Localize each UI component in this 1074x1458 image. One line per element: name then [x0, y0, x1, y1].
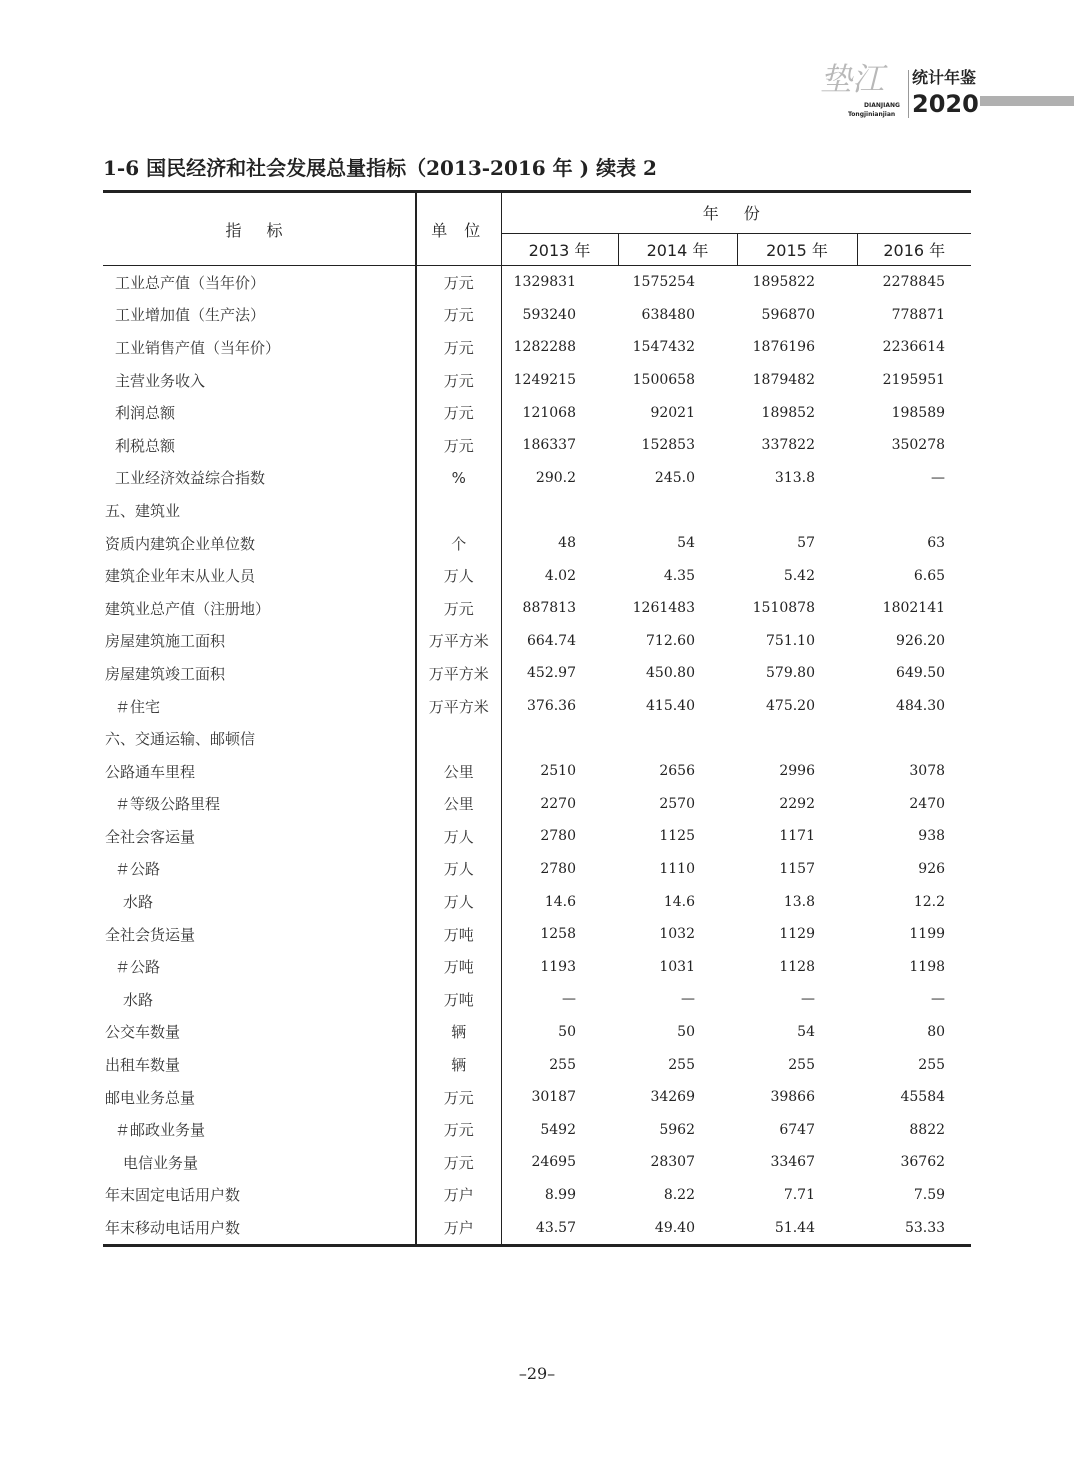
row-value: 8.22 [663, 1186, 695, 1203]
row-label: 电信业务量 [103, 1146, 416, 1179]
row-value: 1110 [659, 860, 695, 877]
row-value: 778871 [891, 306, 946, 323]
row-value: 1282288 [513, 339, 576, 356]
row-value: 8.99 [544, 1186, 576, 1203]
row-value: 53.33 [904, 1219, 946, 1236]
row-unit: 万元 [416, 396, 501, 429]
row-value: 24695 [531, 1154, 576, 1171]
row-label: 年末移动电话用户数 [103, 1211, 416, 1245]
table-row [103, 820, 971, 853]
table-row [103, 331, 971, 364]
row-unit: 万元 [416, 331, 501, 364]
row-value: 1198 [909, 958, 946, 975]
row-unit: 万元 [416, 364, 501, 397]
row-unit: 万元 [416, 299, 501, 332]
row-value: 1157 [779, 860, 815, 877]
row-value: 14.6 [663, 893, 695, 910]
row-label: 工业总产值（当年价） [103, 266, 416, 299]
row-value: 2780 [540, 828, 576, 845]
row-value: 13.8 [783, 893, 815, 910]
row-value: 1128 [779, 958, 815, 975]
row-unit [416, 494, 501, 527]
table-row [103, 364, 971, 397]
row-value: 198589 [891, 404, 946, 421]
row-value: 245.0 [654, 469, 695, 486]
row-value: 313.8 [774, 469, 815, 486]
row-unit: 辆 [416, 1016, 501, 1049]
row-value: 2996 [779, 763, 815, 780]
yearbook-logo [820, 60, 980, 124]
row-unit: 万平方米 [416, 690, 501, 723]
table-row [103, 755, 971, 788]
row-value: 938 [918, 828, 946, 845]
table-row [103, 1113, 971, 1146]
row-label: 邮电业务总量 [103, 1081, 416, 1114]
row-unit: 万人 [416, 820, 501, 853]
row-value: 1329831 [513, 274, 576, 291]
row-value: 2195951 [882, 372, 946, 389]
table-row [103, 885, 971, 918]
row-label: 资质内建筑企业单位数 [103, 527, 416, 560]
row-value: 7.59 [913, 1186, 946, 1203]
row-value: 1249215 [513, 372, 576, 389]
row-value: 54 [797, 1023, 815, 1040]
row-value [737, 494, 857, 527]
row-unit: 万平方米 [416, 625, 501, 658]
row-unit: 万人 [416, 853, 501, 886]
row-value: 255 [668, 1056, 695, 1073]
row-unit: 万户 [416, 1211, 501, 1245]
row-value: 450.80 [646, 665, 695, 682]
row-unit: 万吨 [416, 950, 501, 983]
row-value: 2780 [540, 860, 576, 877]
row-label: 公路通车里程 [103, 755, 416, 788]
table-title: 1-6 国民经济和社会发展总量指标（2013-2016 年 ) 续表 2 [103, 156, 657, 180]
row-value: — [931, 469, 946, 486]
header-year: 2016 年 [857, 233, 971, 265]
table-row [103, 559, 971, 592]
row-value: 14.6 [544, 893, 576, 910]
row-value: 49.40 [654, 1219, 695, 1236]
table-row [103, 657, 971, 690]
row-unit: 万人 [416, 559, 501, 592]
row-value: 1129 [779, 926, 815, 943]
row-value: 2470 [909, 795, 946, 812]
row-label: 公交车数量 [103, 1016, 416, 1049]
row-label: 全社会货运量 [103, 918, 416, 951]
table-row [103, 625, 971, 658]
row-value: 12.2 [913, 893, 946, 910]
row-value: 1261483 [632, 600, 695, 617]
row-label: 房屋建筑施工面积 [103, 625, 416, 658]
row-label: 年末固定电话用户数 [103, 1179, 416, 1212]
row-label: 水路 [103, 885, 416, 918]
table-row [103, 1016, 971, 1049]
row-value: 1500658 [632, 372, 695, 389]
header-unit: 单 位 [416, 192, 501, 266]
row-value: 1171 [779, 828, 815, 845]
row-value: 36762 [900, 1154, 946, 1171]
row-value [857, 722, 971, 755]
row-unit [416, 722, 501, 755]
row-value: 54 [677, 535, 695, 552]
row-value: 1258 [540, 926, 576, 943]
row-value: 255 [918, 1056, 946, 1073]
row-value: 39866 [770, 1089, 815, 1106]
row-label: 工业增加值（生产法） [103, 299, 416, 332]
row-label: 建筑业总产值（注册地） [103, 592, 416, 625]
row-value: 43.57 [535, 1219, 576, 1236]
row-value: 638480 [641, 306, 695, 323]
logo-pinyin-subtitle: Tongjinianjian [848, 111, 896, 118]
row-value: 337822 [761, 437, 815, 454]
indicator-table [103, 190, 971, 1247]
row-value: 452.97 [527, 665, 576, 682]
row-unit: 万元 [416, 592, 501, 625]
row-value: 1510878 [752, 600, 815, 617]
page-number: –29– [518, 1364, 556, 1383]
row-value: 579.80 [766, 665, 815, 682]
table-row [103, 853, 971, 886]
row-value: 1032 [659, 926, 695, 943]
row-value: 751.10 [766, 632, 815, 649]
row-value: 30187 [531, 1089, 576, 1106]
row-value: 80 [927, 1023, 946, 1040]
table-row [103, 722, 971, 755]
row-value: 1802141 [882, 600, 946, 617]
row-unit: 万元 [416, 429, 501, 462]
row-value: 28307 [650, 1154, 695, 1171]
table-row [103, 527, 971, 560]
row-value: 1879482 [752, 372, 815, 389]
logo-divider [908, 70, 909, 118]
row-unit: 公里 [416, 755, 501, 788]
table-body [103, 266, 971, 1246]
row-label: ＃住宅 [103, 690, 416, 723]
row-unit: 万平方米 [416, 657, 501, 690]
row-unit: 万元 [416, 1113, 501, 1146]
row-unit: 万吨 [416, 918, 501, 951]
row-label: 水路 [103, 983, 416, 1016]
row-value: 1031 [659, 958, 695, 975]
row-value: 2292 [779, 795, 815, 812]
row-value: 5492 [540, 1121, 576, 1138]
row-value: 2278845 [882, 274, 946, 291]
row-value [501, 722, 618, 755]
table-row [103, 690, 971, 723]
row-label: 建筑企业年末从业人员 [103, 559, 416, 592]
row-unit: 万元 [416, 1081, 501, 1114]
logo-pinyin: DIANJIANG [864, 102, 900, 109]
row-value: 2570 [659, 795, 695, 812]
logo-title: 统计年鉴 [912, 68, 977, 87]
table-row [103, 462, 971, 495]
row-value: 1895822 [752, 274, 815, 291]
table-row [103, 1081, 971, 1114]
row-value: 6.65 [913, 567, 946, 584]
row-value: 376.36 [527, 698, 576, 715]
row-value: 7.71 [783, 1186, 815, 1203]
row-value: 63 [927, 535, 946, 552]
row-value: 51.44 [774, 1219, 815, 1236]
row-value: 596870 [761, 306, 815, 323]
row-unit: 辆 [416, 1048, 501, 1081]
row-value: — [931, 991, 946, 1008]
row-value: 4.35 [663, 567, 695, 584]
row-value: 3078 [909, 763, 946, 780]
row-value: 290.2 [535, 469, 576, 486]
table-row [103, 266, 971, 299]
row-value: 415.40 [646, 698, 695, 715]
row-value: 887813 [522, 600, 576, 617]
row-value: 6747 [779, 1121, 815, 1138]
row-label: 房屋建筑竣工面积 [103, 657, 416, 690]
row-value: 1575254 [632, 274, 695, 291]
row-label: 利税总额 [103, 429, 416, 462]
row-value [618, 494, 737, 527]
row-label: ＃公路 [103, 853, 416, 886]
row-value: 664.74 [527, 632, 576, 649]
row-value [857, 494, 971, 527]
row-label: 六、交通运输、邮顿信 [103, 722, 416, 755]
row-label: 出租车数量 [103, 1048, 416, 1081]
row-unit: 万元 [416, 1146, 501, 1179]
table-row [103, 494, 971, 527]
row-value: 4.02 [544, 567, 576, 584]
row-label: 主营业务收入 [103, 364, 416, 397]
row-value: 484.30 [896, 698, 946, 715]
row-label: 利润总额 [103, 396, 416, 429]
row-label: ＃邮政业务量 [103, 1113, 416, 1146]
row-unit: % [416, 462, 501, 495]
row-label: 工业销售产值（当年价） [103, 331, 416, 364]
row-value: — [681, 991, 695, 1008]
row-value: 255 [549, 1056, 576, 1073]
header-year: 2013 年 [501, 233, 618, 265]
row-value: 57 [797, 535, 815, 552]
row-label: ＃等级公路里程 [103, 788, 416, 821]
row-value: — [801, 991, 815, 1008]
row-value: 712.60 [646, 632, 695, 649]
row-value: 48 [558, 535, 576, 552]
row-unit: 万吨 [416, 983, 501, 1016]
row-value [737, 722, 857, 755]
row-label: 全社会客运量 [103, 820, 416, 853]
logo-calligraphy: 垫江 [820, 60, 885, 98]
row-value: — [562, 991, 576, 1008]
table-row [103, 788, 971, 821]
row-value: 1547432 [632, 339, 695, 356]
row-value: 186337 [522, 437, 576, 454]
table-row [103, 1211, 971, 1245]
row-value: 1876196 [752, 339, 815, 356]
row-label: 五、建筑业 [103, 494, 416, 527]
logo-year: 2020 [912, 90, 979, 118]
row-value: 50 [558, 1023, 576, 1040]
row-value: 1125 [659, 828, 695, 845]
row-unit: 公里 [416, 788, 501, 821]
row-value: 2270 [540, 795, 576, 812]
row-value: 1199 [909, 926, 946, 943]
row-value: 649.50 [896, 665, 946, 682]
row-value: 926 [918, 860, 946, 877]
table-row [103, 918, 971, 951]
row-value: 121068 [522, 404, 576, 421]
header-year: 2015 年 [737, 233, 857, 265]
row-value: 350278 [891, 437, 946, 454]
row-label: ＃公路 [103, 950, 416, 983]
row-value: 34269 [650, 1089, 695, 1106]
row-value: 8822 [909, 1121, 946, 1138]
header-year-group: 年 份 [501, 192, 971, 234]
row-value: 2236614 [882, 339, 946, 356]
table-row [103, 396, 971, 429]
header-year: 2014 年 [618, 233, 737, 265]
table-row [103, 983, 971, 1016]
row-unit: 万元 [416, 266, 501, 299]
row-value: 50 [677, 1023, 695, 1040]
row-value: 33467 [770, 1154, 815, 1171]
row-unit: 万户 [416, 1179, 501, 1212]
table-row [103, 950, 971, 983]
row-label: 工业经济效益综合指数 [103, 462, 416, 495]
table-row [103, 1146, 971, 1179]
row-value [501, 494, 618, 527]
row-value: 5962 [659, 1121, 695, 1138]
row-value: 255 [788, 1056, 815, 1073]
table-row [103, 592, 971, 625]
row-value: 2656 [659, 763, 695, 780]
row-value: 926.20 [896, 632, 946, 649]
row-value: 152853 [641, 437, 695, 454]
row-unit: 万人 [416, 885, 501, 918]
row-value: 5.42 [783, 567, 815, 584]
row-value: 189852 [761, 404, 815, 421]
table-row [103, 429, 971, 462]
row-value: 45584 [900, 1089, 946, 1106]
header-indicator: 指 标 [103, 192, 416, 266]
table-row [103, 299, 971, 332]
row-value: 92021 [650, 404, 695, 421]
row-value [618, 722, 737, 755]
row-value: 2510 [540, 763, 576, 780]
row-value: 1193 [540, 958, 576, 975]
header-bar [980, 96, 1074, 106]
table-row [103, 1048, 971, 1081]
row-value: 475.20 [766, 698, 815, 715]
table-row [103, 1179, 971, 1212]
row-value: 593240 [522, 306, 576, 323]
row-unit: 个 [416, 527, 501, 560]
